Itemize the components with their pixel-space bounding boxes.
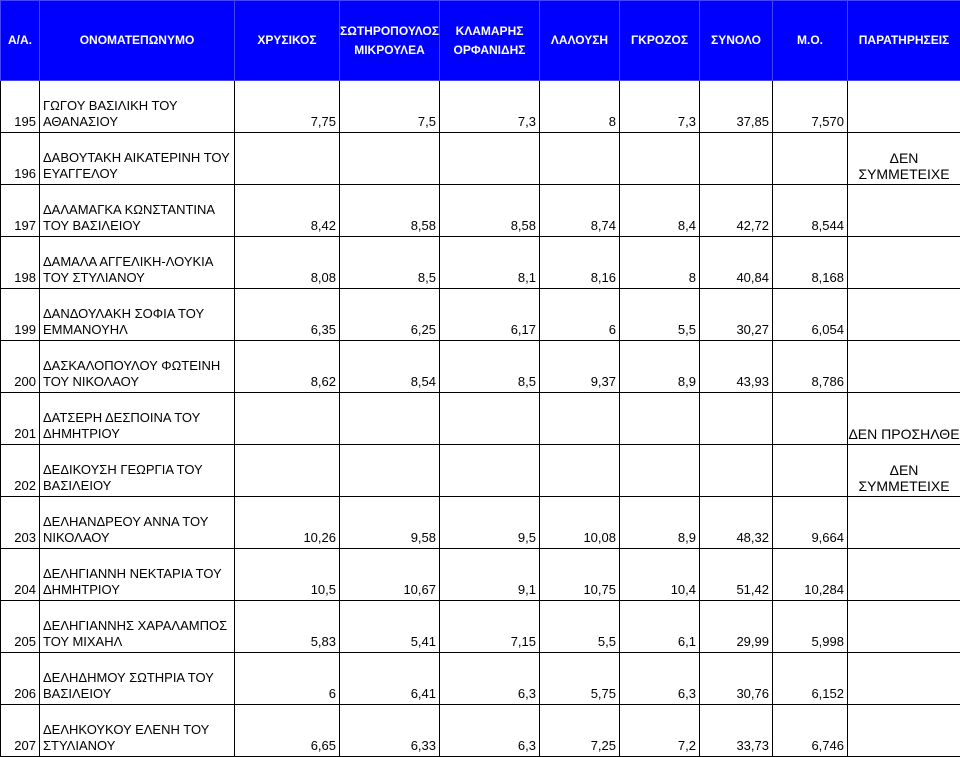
- table-row: [1, 393, 960, 445]
- grade-sotiropoulos: 8,5: [340, 237, 440, 289]
- candidate-name-line: ΔΑΝΔΟΥΛΑΚΗ ΣΟΦΙΑ ΤΟΥ: [43, 306, 234, 322]
- table-row: [1, 601, 960, 653]
- candidate-name: [40, 549, 235, 601]
- candidate-name: [40, 705, 235, 757]
- grade-grozos: 8,4: [620, 185, 700, 237]
- candidate-name-line: ΑΘΑΝΑΣΙΟΥ: [43, 114, 234, 130]
- candidate-name-line: ΔΗΜΗΤΡΙΟΥ: [43, 582, 234, 598]
- remarks: [848, 497, 960, 549]
- average: 6,746: [773, 705, 848, 757]
- row-number: 198: [1, 237, 40, 289]
- header-chrysikos: ΧΡΥΣΙΚΟΣ: [235, 1, 340, 81]
- remarks: [848, 185, 960, 237]
- row-number: 204: [1, 549, 40, 601]
- grade-lalousi: 5,75: [540, 653, 620, 705]
- candidate-name-line: ΔΕΛΗΓΙΑΝΝΗΣ ΧΑΡΑΛΑΜΠΟΣ: [43, 618, 234, 634]
- candidate-name-line: ΤΟΥ ΝΙΚΟΛΑΟΥ: [43, 374, 234, 390]
- grade-klamaris: [440, 133, 540, 185]
- header-grozos: ΓΚΡΟΖΟΣ: [620, 1, 700, 81]
- row-number: 196: [1, 133, 40, 185]
- total: 43,93: [700, 341, 773, 393]
- average: [773, 445, 848, 497]
- grade-grozos: 5,5: [620, 289, 700, 341]
- header-klamaris-line2: ΟΡΦΑΝΙΔΗΣ: [440, 41, 539, 60]
- row-number: 199: [1, 289, 40, 341]
- grade-chrysikos: 10,26: [235, 497, 340, 549]
- average: 7,570: [773, 81, 848, 133]
- header-paratiriseis: ΠΑΡΑΤΗΡΗΣΕΙΣ: [848, 1, 960, 81]
- candidate-name-line: ΕΥΑΓΓΕΛΟΥ: [43, 166, 234, 182]
- grade-grozos: [620, 393, 700, 445]
- candidate-name: [40, 81, 235, 133]
- candidate-name-line: ΕΜΜΑΝΟΥΗΛ: [43, 322, 234, 338]
- candidate-name: [40, 289, 235, 341]
- average: 9,664: [773, 497, 848, 549]
- grade-chrysikos: 6,35: [235, 289, 340, 341]
- table-row: [1, 445, 960, 497]
- average: 5,998: [773, 601, 848, 653]
- header-klamaris-line1: ΚΛΑΜΑΡΗΣ: [440, 22, 539, 41]
- grade-klamaris: 6,3: [440, 705, 540, 757]
- total: [700, 445, 773, 497]
- row-number: 203: [1, 497, 40, 549]
- remarks: [848, 289, 960, 341]
- total: 51,42: [700, 549, 773, 601]
- grade-klamaris: 9,1: [440, 549, 540, 601]
- average: 8,168: [773, 237, 848, 289]
- grade-chrysikos: [235, 393, 340, 445]
- remarks: [848, 705, 960, 757]
- remarks: [848, 237, 960, 289]
- header-mo: Μ.Ο.: [773, 1, 848, 81]
- candidate-name: [40, 133, 235, 185]
- grade-lalousi: 8,74: [540, 185, 620, 237]
- grade-lalousi: 10,75: [540, 549, 620, 601]
- remarks: [848, 341, 960, 393]
- table-row: [1, 185, 960, 237]
- grade-lalousi: 7,25: [540, 705, 620, 757]
- grade-lalousi: 6: [540, 289, 620, 341]
- average: 8,544: [773, 185, 848, 237]
- grade-sotiropoulos: 10,67: [340, 549, 440, 601]
- candidate-name: [40, 341, 235, 393]
- candidate-name-line: ΔΗΜΗΤΡΙΟΥ: [43, 426, 234, 442]
- total: [700, 133, 773, 185]
- candidate-name: [40, 185, 235, 237]
- header-lalousi: ΛΑΛΟΥΣΗ: [540, 1, 620, 81]
- header-name: ΟΝΟΜΑΤΕΠΩΝΥΜΟ: [40, 1, 235, 81]
- candidate-name-line: ΝΙΚΟΛΑΟΥ: [43, 530, 234, 546]
- grade-sotiropoulos: 9,58: [340, 497, 440, 549]
- table-row: [1, 653, 960, 705]
- grade-chrysikos: [235, 133, 340, 185]
- candidate-name-line: ΔΑΣΚΑΛΟΠΟΥΛΟΥ ΦΩΤΕΙΝΗ: [43, 358, 234, 374]
- grade-grozos: 8,9: [620, 341, 700, 393]
- grade-lalousi: 8: [540, 81, 620, 133]
- total: 30,76: [700, 653, 773, 705]
- average: 10,284: [773, 549, 848, 601]
- grade-klamaris: [440, 445, 540, 497]
- table-row: [1, 549, 960, 601]
- row-number: 197: [1, 185, 40, 237]
- candidate-name-line: ΔΕΛΗΔΗΜΟΥ ΣΩΤΗΡΙΑ ΤΟΥ: [43, 670, 234, 686]
- grade-klamaris: 9,5: [440, 497, 540, 549]
- header-sotiropoulos-line1: ΣΩΤΗΡΟΠΟΥΛΟΣ: [340, 22, 439, 41]
- total: 42,72: [700, 185, 773, 237]
- remarks: [848, 549, 960, 601]
- grade-grozos: [620, 133, 700, 185]
- grade-sotiropoulos: 5,41: [340, 601, 440, 653]
- candidate-name: [40, 653, 235, 705]
- table-row: [1, 133, 960, 185]
- grade-klamaris: 6,17: [440, 289, 540, 341]
- candidate-name-line: ΒΑΣΙΛΕΙΟΥ: [43, 686, 234, 702]
- candidate-name-line: ΔΕΛΗΚΟΥΚΟΥ ΕΛΕΝΗ ΤΟΥ: [43, 722, 234, 738]
- candidate-name: [40, 601, 235, 653]
- total: 29,99: [700, 601, 773, 653]
- table-row: [1, 289, 960, 341]
- grade-sotiropoulos: 6,41: [340, 653, 440, 705]
- row-number: 195: [1, 81, 40, 133]
- row-number: 200: [1, 341, 40, 393]
- grade-grozos: 6,1: [620, 601, 700, 653]
- grade-klamaris: [440, 393, 540, 445]
- grade-lalousi: 5,5: [540, 601, 620, 653]
- grade-lalousi: [540, 133, 620, 185]
- grade-klamaris: 8,5: [440, 341, 540, 393]
- candidate-name-line: ΣΤΥΛΙΑΝΟΥ: [43, 738, 234, 754]
- grade-chrysikos: 5,83: [235, 601, 340, 653]
- grade-grozos: 8,9: [620, 497, 700, 549]
- grade-grozos: 10,4: [620, 549, 700, 601]
- candidate-name-line: ΔΑΒΟΥΤΑΚΗ ΑΙΚΑΤΕΡΙΝΗ ΤΟΥ: [43, 150, 234, 166]
- header-synolo: ΣΥΝΟΛΟ: [700, 1, 773, 81]
- candidate-name-line: ΔΑΜΑΛΑ ΑΓΓΕΛΙΚΗ-ΛΟΥΚΙΑ: [43, 254, 234, 270]
- grade-chrysikos: 10,5: [235, 549, 340, 601]
- candidate-name-line: ΔΕΛΗΑΝΔΡΕΟΥ ΑΝΝΑ ΤΟΥ: [43, 514, 234, 530]
- grade-chrysikos: 8,42: [235, 185, 340, 237]
- grade-klamaris: 7,3: [440, 81, 540, 133]
- grade-grozos: 6,3: [620, 653, 700, 705]
- grade-klamaris: 7,15: [440, 601, 540, 653]
- header-klamaris: [440, 1, 540, 81]
- candidate-name: [40, 445, 235, 497]
- grade-klamaris: 8,1: [440, 237, 540, 289]
- average: [773, 393, 848, 445]
- row-number: 205: [1, 601, 40, 653]
- total: 48,32: [700, 497, 773, 549]
- grade-sotiropoulos: 7,5: [340, 81, 440, 133]
- grade-sotiropoulos: 8,58: [340, 185, 440, 237]
- remarks: ΔΕΝ ΣΥΜΜΕΤΕΙΧΕ: [848, 133, 960, 185]
- average: 6,152: [773, 653, 848, 705]
- row-number: 206: [1, 653, 40, 705]
- grade-grozos: [620, 445, 700, 497]
- remarks: [848, 81, 960, 133]
- grade-klamaris: 8,58: [440, 185, 540, 237]
- average: 6,054: [773, 289, 848, 341]
- grade-lalousi: 10,08: [540, 497, 620, 549]
- candidate-name-line: ΔΕΛΗΓΙΑΝΝΗ ΝΕΚΤΑΡΙΑ ΤΟΥ: [43, 566, 234, 582]
- grade-sotiropoulos: 8,54: [340, 341, 440, 393]
- candidate-name-line: ΓΩΓΟΥ ΒΑΣΙΛΙΚΗ ΤΟΥ: [43, 98, 234, 114]
- grade-grozos: 7,3: [620, 81, 700, 133]
- candidate-name-line: ΔΑΛΑΜΑΓΚΑ ΚΩΝΣΤΑΝΤΙΝΑ: [43, 202, 234, 218]
- grade-chrysikos: 8,08: [235, 237, 340, 289]
- row-number: 202: [1, 445, 40, 497]
- candidate-name-line: ΔΑΤΣΕΡΗ ΔΕΣΠΟΙΝΑ ΤΟΥ: [43, 410, 234, 426]
- remarks: ΔΕΝ ΣΥΜΜΕΤΕΙΧΕ: [848, 445, 960, 497]
- header-row: [1, 1, 960, 81]
- row-number: 201: [1, 393, 40, 445]
- candidate-name: [40, 237, 235, 289]
- grade-chrysikos: 8,62: [235, 341, 340, 393]
- total: 37,85: [700, 81, 773, 133]
- remarks: [848, 653, 960, 705]
- row-number: 207: [1, 705, 40, 757]
- grade-lalousi: [540, 393, 620, 445]
- candidate-name-line: ΤΟΥ ΜΙΧΑΗΛ: [43, 634, 234, 650]
- grade-lalousi: 9,37: [540, 341, 620, 393]
- grade-grozos: 7,2: [620, 705, 700, 757]
- candidate-name-line: ΤΟΥ ΣΤΥΛΙΑΝΟΥ: [43, 270, 234, 286]
- grade-sotiropoulos: [340, 393, 440, 445]
- average: [773, 133, 848, 185]
- candidate-name-line: ΒΑΣΙΛΕΙΟΥ: [43, 478, 234, 494]
- table-row: [1, 237, 960, 289]
- table-row: [1, 705, 960, 757]
- grade-lalousi: [540, 445, 620, 497]
- total: [700, 393, 773, 445]
- candidate-name: [40, 497, 235, 549]
- grade-klamaris: 6,3: [440, 653, 540, 705]
- candidate-name-line: ΔΕΔΙΚΟΥΣΗ ΓΕΩΡΓΙΑ ΤΟΥ: [43, 462, 234, 478]
- grade-sotiropoulos: 6,25: [340, 289, 440, 341]
- candidate-name: [40, 393, 235, 445]
- total: 33,73: [700, 705, 773, 757]
- header-aa: Α/Α.: [1, 1, 40, 81]
- remarks: ΔΕΝ ΠΡΟΣΗΛΘΕ: [848, 393, 960, 445]
- average: 8,786: [773, 341, 848, 393]
- remarks: [848, 601, 960, 653]
- grade-lalousi: 8,16: [540, 237, 620, 289]
- grade-chrysikos: 6,65: [235, 705, 340, 757]
- grade-chrysikos: 7,75: [235, 81, 340, 133]
- header-sotiropoulos: [340, 1, 440, 81]
- total: 40,84: [700, 237, 773, 289]
- total: 30,27: [700, 289, 773, 341]
- candidate-name-line: ΤΟΥ ΒΑΣΙΛΕΙΟΥ: [43, 218, 234, 234]
- grade-chrysikos: [235, 445, 340, 497]
- header-sotiropoulos-line2: ΜΙΚΡΟΥΛΕΑ: [340, 41, 439, 60]
- grade-sotiropoulos: [340, 445, 440, 497]
- grade-sotiropoulos: [340, 133, 440, 185]
- table-row: [1, 497, 960, 549]
- table-row: [1, 341, 960, 393]
- grade-chrysikos: 6: [235, 653, 340, 705]
- table-row: [1, 81, 960, 133]
- grade-sotiropoulos: 6,33: [340, 705, 440, 757]
- grade-grozos: 8: [620, 237, 700, 289]
